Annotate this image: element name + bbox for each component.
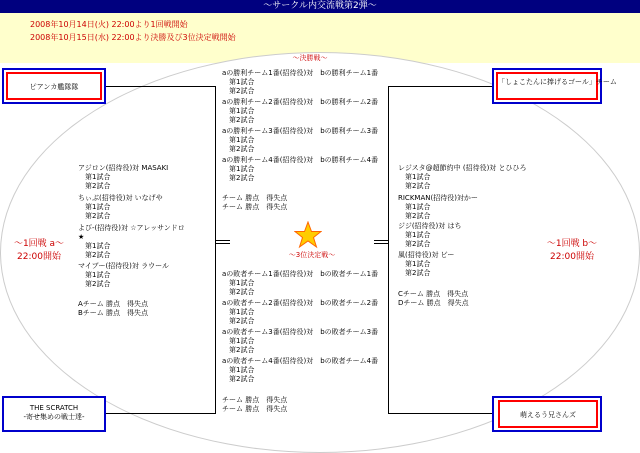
third-match-1: aの敗者チーム1番(招待役)対 bの敗者チーム1番 第1試合 第2試合 — [222, 270, 379, 296]
round-b-title: ～1回戦 b～ — [546, 239, 598, 249]
round-a-match-3: よび-(招待役)対 ☆アレッサンドロ ★ 第1試合 第2試合 — [78, 224, 185, 259]
round-b-match-1: レジスタ@超節約中 (招待役)対 とひひろ 第1試合 第2試合 — [398, 164, 527, 190]
team-name-top-right: 「しょこたんに捧げるゴール」チーム — [496, 72, 598, 100]
final-title: ～決勝戦～ — [292, 54, 328, 62]
bracket-line-right-vertical — [388, 86, 389, 414]
third-place-title: ～3位決定戦～ — [288, 251, 336, 259]
third-match-2: aの敗者チーム2番(招待役)対 bの敗者チーム2番 第1試合 第2試合 — [222, 299, 379, 325]
final-match-3: aの勝利チーム3番(招待役)対 bの勝利チーム3番 第1試合 第2試合 — [222, 127, 379, 153]
page-title: ～サークル内交流戦第2弾～ — [0, 0, 640, 13]
team-box-top-right — [492, 68, 617, 104]
round-a-time: 22:00開始 — [17, 252, 61, 262]
round-a-match-4: マイブー(招待役)対 ラウール 第1試合 第2試合 — [78, 262, 169, 288]
bracket-connector-left-b — [216, 243, 230, 244]
bracket-line-left-vertical — [215, 86, 216, 414]
final-match-4: aの勝利チーム4番(招待役)対 bの勝利チーム4番 第1試合 第2試合 — [222, 156, 379, 182]
third-totals: チーム 勝点 得失点 チーム 勝点 得失点 — [222, 396, 288, 413]
star-icon — [294, 221, 322, 249]
round-b-totals: Cチーム 勝点 得失点 Dチーム 勝点 得失点 — [398, 290, 469, 307]
bracket-connector-right-a — [374, 240, 388, 241]
team-name-bottom-left-1: THE SCRATCH — [29, 404, 79, 412]
third-match-4: aの敗者チーム4番(招待役)対 bの敗者チーム4番 第1試合 第2試合 — [222, 357, 379, 383]
third-match-3: aの敗者チーム3番(招待役)対 bの敗者チーム3番 第1試合 第2試合 — [222, 328, 379, 354]
bracket-line-left-top — [106, 86, 216, 87]
final-match-2: aの勝利チーム2番(招待役)対 bの勝利チーム2番 第1試合 第2試合 — [222, 98, 379, 124]
round-a-totals: Aチーム 勝点 得失点 Bチーム 勝点 得失点 — [78, 300, 149, 317]
team-box-bottom-right — [492, 396, 602, 432]
team-name-top-left: ピアンカ艦隊隊 — [6, 72, 102, 100]
round-b-match-4: 風(招待役)対 ビー 第1試合 第2試合 — [398, 251, 455, 277]
team-box-bottom-left — [2, 396, 106, 432]
bracket-line-right-bottom — [388, 413, 492, 414]
team-box-top-left — [2, 68, 106, 104]
schedule-line-2: 2008年10月15日(水) 22:00より決勝及び3位決定戦開始 — [30, 33, 236, 42]
bracket-connector-right-b — [374, 243, 388, 244]
round-b-time: 22:00開始 — [550, 252, 594, 262]
schedule-line-1: 2008年10月14日(火) 22:00より1回戦開始 — [30, 20, 188, 29]
final-match-1: aの勝利チーム1番(招待役)対 bの勝利チーム1番 第1試合 第2試合 — [222, 69, 379, 95]
bracket-line-right-top — [388, 86, 492, 87]
round-b-match-3: ジジ(招待役)対 はち 第1試合 第2試合 — [398, 222, 462, 248]
round-a-title: ～1回戦 a～ — [13, 239, 65, 249]
round-a-match-1: アジロン(招待役)対 MASAKI 第1試合 第2試合 — [78, 164, 169, 190]
bracket-connector-left-a — [216, 240, 230, 241]
final-totals: チーム 勝点 得失点 チーム 勝点 得失点 — [222, 194, 288, 211]
team-name-bottom-left-2: -寄せ集めの戦士達- — [23, 413, 85, 421]
round-b-match-2: RICKMAN(招待役)対かー 第1試合 第2試合 — [398, 194, 478, 220]
round-a-match-2: ちぃぶ(招待役)対 いなげや 第1試合 第2試合 — [78, 194, 163, 220]
team-name-bottom-right: 萌えるう兄さんズ — [498, 400, 598, 428]
bracket-line-left-bottom — [106, 413, 216, 414]
